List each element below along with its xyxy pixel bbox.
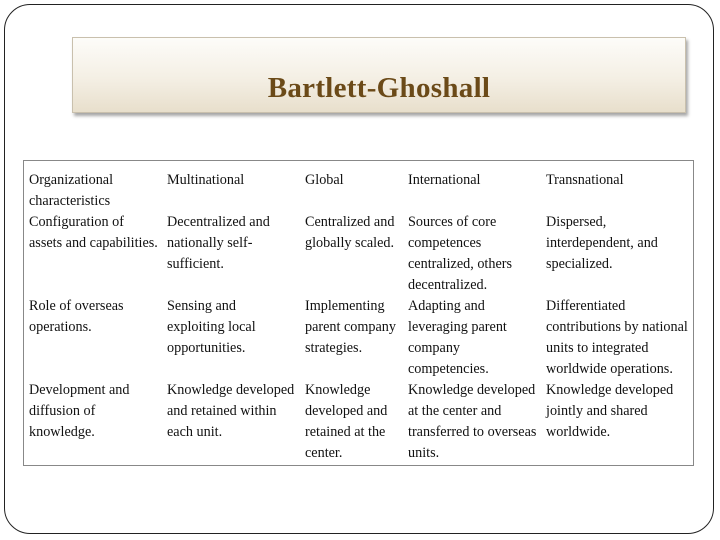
table-header-row <box>24 161 693 212</box>
table-row <box>24 212 693 296</box>
slide-title: Bartlett-Ghoshall <box>267 71 491 104</box>
table-cell: Knowledge developed jointly and shared worldwide. <box>546 382 674 440</box>
comparison-table <box>23 160 694 466</box>
table-cell: Sensing and exploiting local opportunities. <box>167 298 256 356</box>
table <box>24 161 693 464</box>
header-cell: Organizational characteristics <box>29 172 114 209</box>
header-cell: International <box>408 172 481 188</box>
table-cell: Decentralized and nationally self-sufficient. <box>167 214 270 272</box>
table-cell: Sources of core competences centralized, others decentralized. <box>408 214 512 293</box>
table-cell: Differentiated contributions by national units to integrated worldwide operations. <box>546 298 688 377</box>
header-cell: Transnational <box>546 172 624 188</box>
table-cell: Dispersed, interdependent, and specialized. <box>546 214 658 272</box>
table-cell: Knowledge developed and retained at the center. <box>305 382 388 461</box>
table-row <box>24 380 693 464</box>
header-cell: Global <box>305 172 344 188</box>
table-cell: Knowledge developed and retained within each unit. <box>167 382 295 440</box>
title-box <box>72 37 686 113</box>
table-cell: Development and diffusion of knowledge. <box>29 382 130 440</box>
table-cell: Centralized and globally scaled. <box>305 214 395 251</box>
header-cell: Multinational <box>167 172 245 188</box>
table-cell: Implementing parent company strategies. <box>305 298 396 356</box>
table-cell: Role of overseas operations. <box>29 298 124 335</box>
table-cell: Knowledge developed at the center and transferred to overseas units. <box>408 382 537 461</box>
table-row <box>24 296 693 380</box>
table-cell: Configuration of assets and capabilities. <box>29 214 158 251</box>
table-cell: Adapting and leveraging parent company competencies. <box>408 298 507 377</box>
